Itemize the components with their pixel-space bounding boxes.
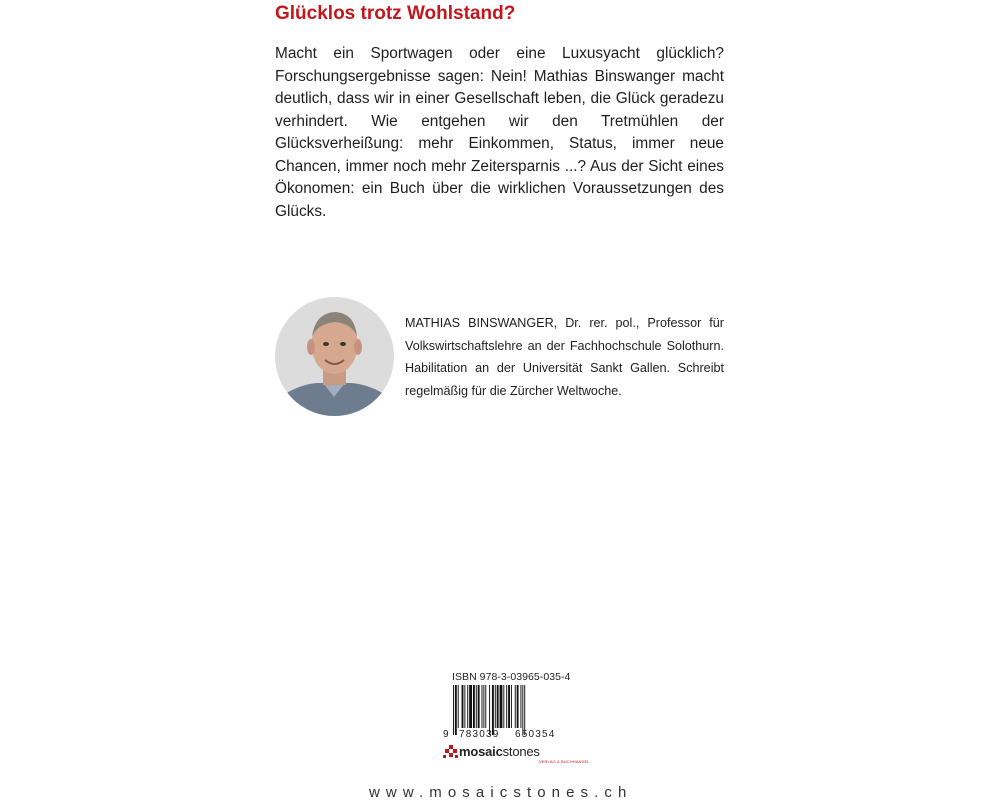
book-headline: Glücklos trotz Wohlstand? — [275, 3, 516, 24]
barcode-bar — [483, 685, 484, 728]
barcode-bar — [455, 685, 457, 735]
barcode-bar — [495, 685, 496, 728]
barcode-bar — [503, 685, 504, 728]
barcode-bar — [453, 685, 454, 735]
barcode-bar — [500, 685, 503, 728]
barcode-bar — [511, 685, 512, 728]
barcode-bar — [458, 685, 459, 728]
barcode-bar — [482, 685, 483, 728]
publisher-name: mosaicstones — [459, 744, 540, 759]
isbn-barcode — [443, 685, 567, 741]
barcode-bar — [524, 685, 525, 735]
barcode-right-digits: 650354 — [515, 729, 556, 740]
barcode-bar — [467, 685, 468, 728]
barcode-bar — [508, 685, 510, 728]
publisher-logo — [443, 744, 590, 764]
barcode-bar — [489, 685, 490, 735]
barcode-bar — [515, 685, 516, 728]
barcode-bar — [462, 685, 464, 728]
barcode-bar — [517, 685, 519, 728]
barcode-bar — [473, 685, 475, 728]
mosaic-icon — [443, 745, 459, 761]
author-portrait — [275, 297, 394, 416]
author-bio: MATHIAS BINSWANGER, Dr. rer. pol., Professor für Volkswirtschaftslehre an der Fachhochschule Solothurn. Habilitation an der Universität Sankt Gallen. Schreibt regelmäßig für die Zürcher Weltwoche. — [405, 316, 724, 399]
book-blurb: Macht ein Sportwagen oder eine Luxusyacht glücklich? Forschungsergebnisse sagen: Nein! Mathias Binswanger macht deutlich, dass wir in einer Gesellschaft leben, die Glück geradezu verhindert. Wie entgehen wir den Tretmühlen der Glücksverheißung: mehr Einkommen, Status, immer neue Chancen, immer noch mehr Zeitersparnis ...? Aus der Sicht eines Ökonomen: ein Buch über die wirklichen Voraussetzungen des Glücks. — [275, 45, 724, 220]
barcode-bar — [478, 685, 480, 728]
barcode-bar — [476, 685, 477, 728]
barcode-left-digits: 783039 — [459, 729, 500, 740]
barcode-bar — [497, 685, 499, 728]
barcode-bar — [485, 685, 486, 728]
barcode-bar — [469, 685, 472, 728]
barcode-bar — [492, 685, 494, 735]
barcode-first-digit: 9 — [443, 729, 449, 740]
barcode-bar — [506, 685, 507, 728]
barcode-bar — [520, 685, 521, 728]
barcode-bar — [522, 685, 523, 735]
barcode-bar — [464, 685, 465, 728]
publisher-subline: VERLAG & BUCHHANDEL — [539, 759, 590, 764]
isbn-label: ISBN 978-3-03965-035-4 — [452, 671, 571, 683]
publisher-website: www.mosaicstones.ch — [369, 784, 633, 801]
